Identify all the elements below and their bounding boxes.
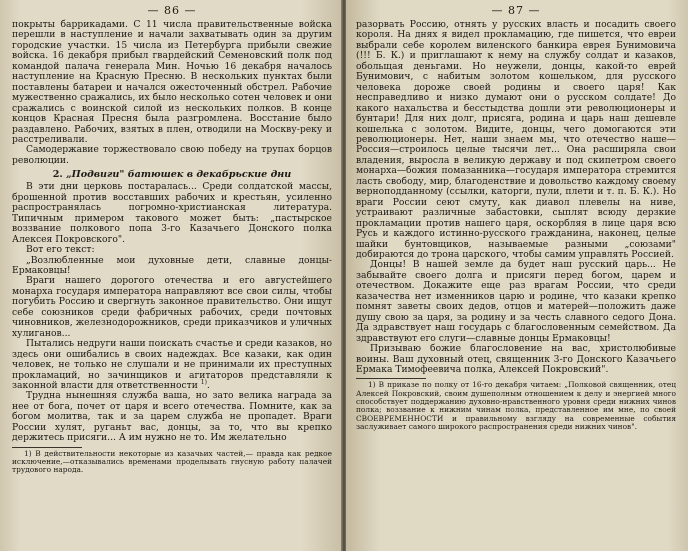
footnote-divider	[12, 447, 82, 448]
paragraph: Трудна нынешняя служба ваша, но зато велика награда за нее от бога, почет от царя и всего отечества. Помните, как за богом молитва, так и за царем служба не пропадет. Враги России хулят, руганьт вас, донцы, за то, что вы крепко держитесь присяги... А им нужно не то. Им желательно	[12, 390, 332, 444]
footnote-marker: 1)	[368, 380, 376, 390]
paragraph-text: Пытались недруги наши поискать счастье и среди казаков, но здесь они ошибались в своих надеждах. Все казаки, как один человек, не только не слушали и не принимали их преступных прокламаций, но зачинщиков и агитаторов представляли к законной власти для ответственности	[12, 338, 332, 391]
footnote	[12, 450, 332, 475]
paragraph: В эти дни церковь постаралась... Среди солдатской массы, брошенной против восставших рабочих и крестьян, усиленно распространялась погромно-христианская литература. Типичным примером такового может быть: „пастырское воззвание полкового попа 3-го Казачьего Донского полка Алексея Покровского".	[12, 181, 332, 245]
left-page	[0, 0, 342, 551]
section-number: 2.	[52, 169, 63, 181]
footnote-text: В действительности некоторые из казачьих частей,— правда как редкое исключение,—отказывались временами проделывать гнусную работу палачей трудового народа.	[12, 448, 332, 475]
paragraph: Призываю божие благословение на вас, христолюбивые воины. Ваш духовный отец, священник 3-го Донского Казачьего Ермака Тимофеевича полка, Алексей Покровский".	[356, 343, 676, 375]
footnote-text: В приказе по полку от 16-го декабря читаем: „Полковой священник, отец Алексей Покровский, своим душеполным отношением к делу и энергией много способствует поддержанию духовно-нравственного уровня среди нижних чинов полка; воззвание к нижним чинам полка, представленное им мне, по своей СВОЕВРЕМЕННОСТИ и правильному взгляду на современные события заслуживает самого широкого распространения среди нижних чинов".	[356, 380, 676, 431]
paragraph: „Возлюбленные мои духовные дети, славные донцы-Ермаковцы!	[12, 254, 332, 276]
paragraph: покрыты баррикадами. С 11 числа правительственные войска перешли в наступление и начали захватывать один за другим городские участки. 15 числа из Петербурга прибыли свежие войска. 16 декабря прибыл гвардейский Семеновский полк под командой палача генерала Мин. Ночью 16 декабря началось наступление на Красную Пресню. В нескольких пунктах были поставлены батареи и начался ожесточенный обстрел. Рабочие мужественно сражались, их было несколько сотен человек и они сражались с воинской силой из нескольких полков. В конце концов Красная Пресня была разгромлена. Восстание было раздавлено. Рабочих, взятых в плен, отводили на Москву-реку и расстреливали.	[12, 19, 332, 145]
page-number-right: — 87 —	[491, 4, 541, 17]
footnote	[356, 381, 676, 431]
section-title: „Подвиги" батюшек в декабрьские дни	[66, 169, 292, 181]
paragraph: Самодержавие торжествовало свою победу на трупах борцов революции.	[12, 144, 332, 166]
paragraph: разорвать Россию, отнять у русских власть и посадить своего короля. На днях я видел прокламацию, где пишется, что евреи выбрали себе королем виленского банкира еврея Бунимовича (!!! Б. К.) и приглашают к нему на службу солдат и казаков, обольщая деньгами. Но неужели, донцы, какой-то еврей Бунимович, с набитым золотом кошельком, для русского человека дороже своей родины и своего царя! Как несправедливо и низко думают они о русском солдате! До какого нахальства и бесстыдства дошли эти революционеры и бунтари! Для них долг, присяга, родина и царь наш дешевле кошелька с золотом. Видите, донцы, чего домогаются эти революционеры. Нет, наши знаем мы, что отечество наше—Россия—строилось целые тысячи лет... Она расширяла свои владения, выросла в великую державу и под скипетром своего монарха—божия помазанника—государя императора стремится ласть свободу, мир, благоденствие и довольство каждому своему верноподданному (ссылки, каторги, пули, плети и т. п. Б. К.). Но враги России сеют смуту, как диавол плевелы на ниве, устраивают различные забастовки, сыплят всюду дерзкие прокламации против нашего царя, оскорбляя в лице царя всю Русь и каждого истинно-русского гражданина, наконец, целые шайки бунтовщиков, называемые разными „союзами" добираются до трона царского, чтобы самим управлять Россией.	[356, 19, 676, 260]
footnote-marker: 1)	[24, 448, 32, 458]
footnote-ref: 1)	[200, 378, 207, 386]
paragraph: Донцы! В нашей земле да будет наш русский царь... Не забывайте своего долга и присяги перед богом, царем и отечеством. Докажите еще раз врагам России, что среди казачества нет изменников царю и родине, что казаки крепко помнят заветы своих дедов, отцов и матерей—положить даже душу свою за царя, за родину и за честь славного седого Дона. Да здравствует наш государь с благословенным семейством. Да здравствуют его слуги—славные донцы Ермаковцы!	[356, 259, 676, 344]
page-number-left: — 86 —	[147, 4, 197, 17]
section-heading	[12, 169, 332, 180]
right-page-content	[356, 4, 676, 547]
left-page-content	[12, 4, 332, 547]
paragraph: Вот его текст:	[26, 244, 95, 256]
right-page	[346, 0, 688, 551]
footnote-divider	[356, 378, 426, 379]
paragraph: Враги нашего дорогого отечества и его августейшего монарха государя императора направляют все свои силы, чтобы погубить Россию и свергнуть законное правительство. Они ищут себе союзников среди фабричных рабочих, среди почтовых чиновников, железнодорожников, среди приказчиков и уличных хулиганов...	[12, 275, 332, 339]
paragraph: Пытались недруги наши поискать счастье и среди казаков, но здесь они ошибались в своих надеждах. Все казаки, как один человек, не только не слушали и не принимали их преступных прокламаций, но зачинщиков и агитаторов представляли к законной власти для ответственности $^{1)}$.	[12, 338, 332, 391]
